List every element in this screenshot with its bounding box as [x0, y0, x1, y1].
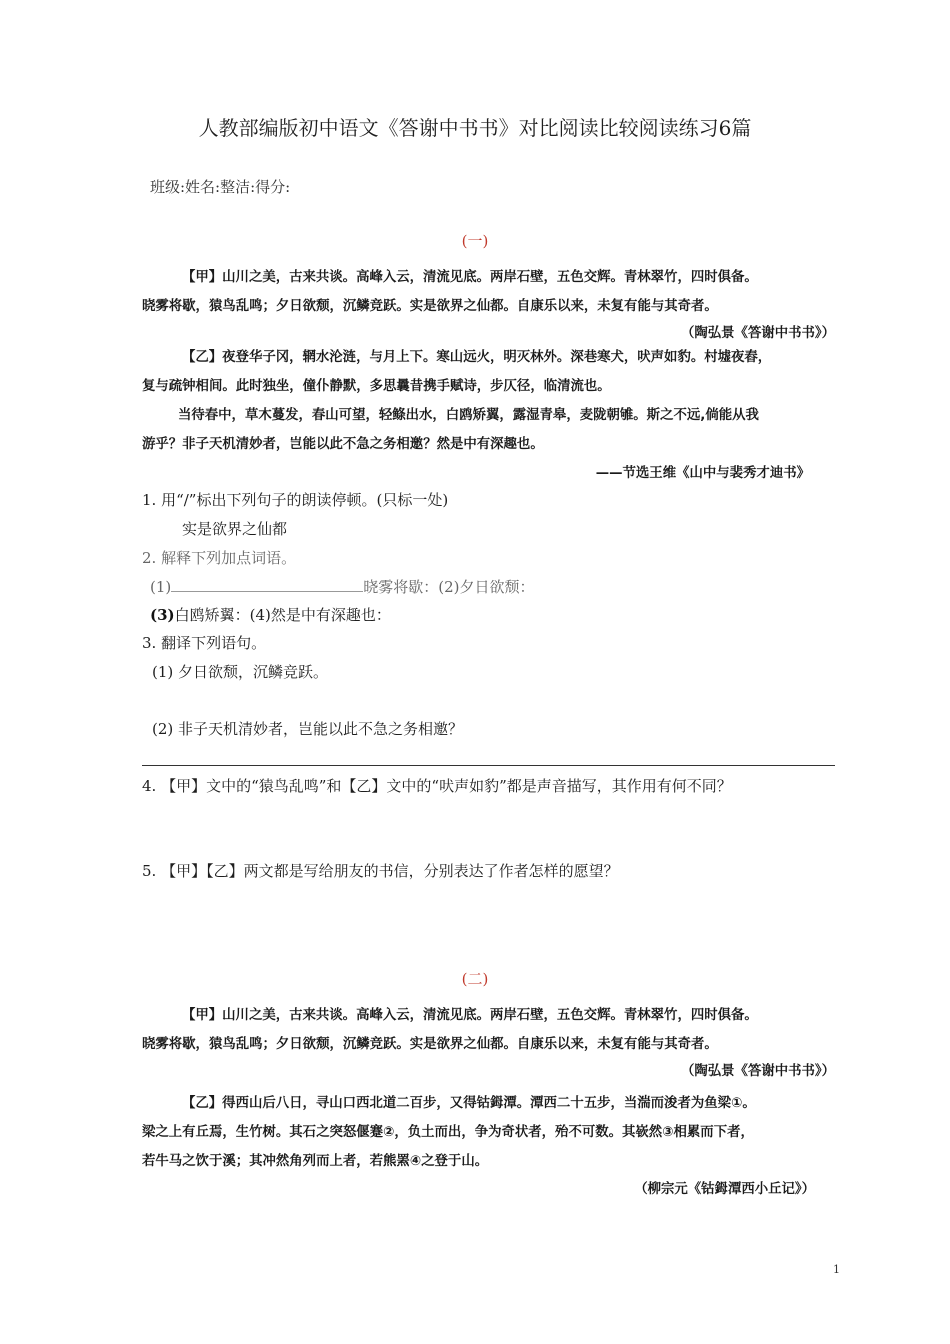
student-info-line: 班级:姓名:整洁:得分: — [150, 178, 291, 196]
s2-jia-line-1: 【甲】山川之美，古来共谈。高峰入云，清流见底。两岸石壁，五色交辉。青林翠竹，四时俱备。 — [182, 1008, 758, 1023]
question-5: 5. 【甲】【乙】两文都是写给朋友的书信，分别表达了作者怎样的愿望？ — [142, 862, 619, 880]
question-2: 2. 解释下列加点词语。 — [142, 549, 297, 567]
question-1-sentence: 实是欲界之仙都 — [182, 520, 288, 538]
page-number: 1 — [833, 1263, 840, 1276]
s1-jia-line-2: 晓雾将歇，猿鸟乱鸣；夕日欲颓，沉鳞竞跃。实是欲界之仙都。自康乐以来，未复有能与其奇者。 — [142, 299, 718, 314]
s1-yi-line-3: 当待春中，草木蔓发，春山可望，轻鲦出水，白鸥矫翼，露湿青皋，麦陇朝雊。斯之不远,倘能从我 — [178, 408, 759, 423]
s1-yi-source: ——节选王维《山中与裴秀才迪书》 — [595, 466, 810, 481]
s1-yi-line-2: 复与疏钟相间。此时独坐，僮仆静默，多思曩昔携手赋诗，步仄径，临清流也。 — [142, 379, 611, 394]
s2-yi-line-2: 梁之上有丘焉，生竹树。其石之突怒偃蹇②，负土而出，争为奇状者，殆不可数。其嵚然③相累而下者， — [142, 1125, 754, 1140]
question-2-items-b-text: 白鸥矫翼：(4)然是中有深趣也： — [174, 606, 391, 624]
question-2-item-1-number: (1) — [150, 578, 172, 596]
question-3-item-2: (2) 非子天机清妙者，岂能以此不急之务相邀？ — [152, 720, 464, 738]
s1-jia-source: （陶弘景《答谢中书书》） — [681, 326, 835, 341]
s2-jia-line-2: 晓雾将歇，猿鸟乱鸣；夕日欲颓，沉鳞竞跃。实是欲界之仙都。自康乐以来，未复有能与其奇者。 — [142, 1037, 718, 1052]
question-2-items-b — [150, 604, 391, 625]
section-2-heading: (二) — [461, 970, 489, 988]
s2-jia-source: （陶弘景《答谢中书书》） — [681, 1064, 835, 1079]
section-1-heading: (一) — [461, 232, 489, 250]
s1-jia-line-1: 【甲】山川之美，古来共谈。高峰入云，清流见底。两岸石壁，五色交辉。青林翠竹，四时俱备。 — [182, 270, 758, 285]
page-title: 人教部编版初中语文《答谢中书书》对比阅读比较阅读练习6篇 — [198, 116, 752, 140]
answer-line — [142, 765, 835, 766]
question-2-item-3-number: (3) — [150, 606, 175, 624]
question-1: 1. 用“/”标出下列句子的朗读停顿。(只标一处) — [142, 491, 449, 509]
s1-yi-line-4: 游乎？非子天机清妙者，岂能以此不急之务相邀？然是中有深趣也。 — [142, 437, 544, 452]
s2-yi-source: （柳宗元《钴鉧潭西小丘记》） — [634, 1182, 815, 1197]
answer-blank[interactable] — [171, 577, 363, 592]
question-3: 3. 翻译下列语句。 — [142, 634, 267, 652]
question-2-items-a — [150, 576, 535, 597]
question-4: 4. 【甲】文中的“猿鸟乱鸣”和【乙】文中的“吠声如豹”都是声音描写，其作用有何不同？ — [142, 777, 732, 795]
s1-yi-line-1: 【乙】夜登华子冈，辋水沦涟，与月上下。寒山远火，明灭林外。深巷寒犬，吠声如豹。村墟夜舂， — [182, 350, 772, 365]
s2-yi-line-1: 【乙】得西山后八日，寻山口西北道二百步，又得钴鉧潭。潭西二十五步，当湍而浚者为鱼梁①。 — [182, 1096, 756, 1111]
question-2-items-a-text: 晓雾将歇：(2)夕日欲颓： — [363, 578, 535, 596]
question-3-item-1: (1) 夕日欲颓，沉鳞竞跃。 — [152, 663, 329, 681]
s2-yi-line-3: 若牛马之饮于溪；其冲然角列而上者，若熊罴④之登于山。 — [142, 1154, 489, 1169]
